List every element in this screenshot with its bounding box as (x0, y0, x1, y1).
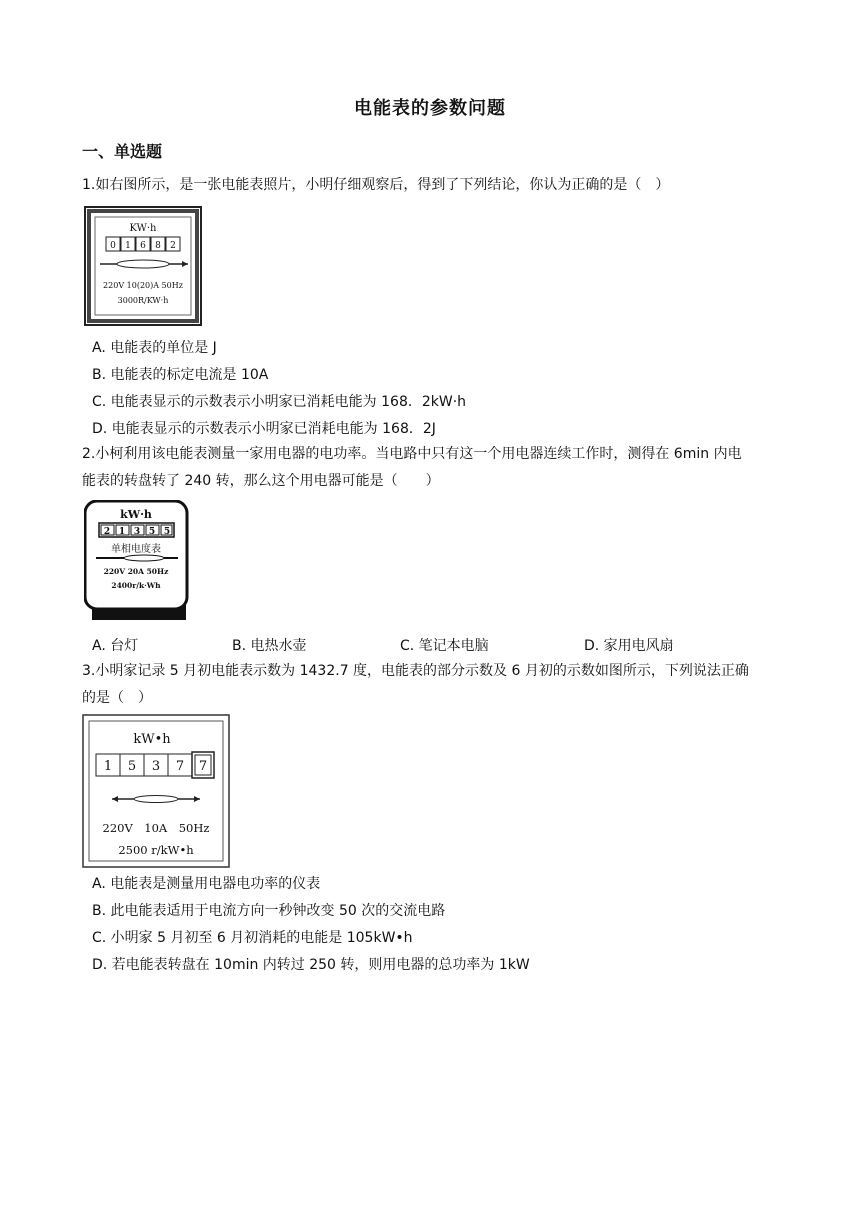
meter-2-unit: kW·h (120, 508, 152, 521)
q1-option-b: B. 电能表的标定电流是 10A (92, 367, 269, 383)
meter-2-name: 单相电度表 (111, 544, 161, 555)
meter-3-digit: 5 (127, 759, 137, 774)
q3-option-a: A. 电能表是测量用电器电功率的仪表 (92, 876, 321, 892)
question-2-stem-line2: 能表的转盘转了 240 转，那么这个用电器可能是（ ） (82, 473, 440, 489)
section-heading: 一、单选题 (82, 142, 163, 161)
meter-3-digit: 1 (103, 759, 113, 774)
question-3-stem-line2: 的是（ ） (82, 690, 152, 706)
meter-1-spec-line2: 3000R/KW·h (117, 296, 169, 305)
meter-3-spec-line2: 2500 r/kW•h (118, 843, 194, 857)
meter-1-digit: 6 (140, 241, 146, 251)
q2-option-a: A. 台灯 (92, 638, 139, 654)
q2-option-d: D. 家用电风扇 (584, 638, 674, 654)
meter-1-unit: KW·h (129, 223, 157, 234)
meter-3-unit: kW•h (133, 732, 171, 747)
q3-option-c: C. 小明家 5 月初至 6 月初消耗的电能是 105kW•h (92, 930, 413, 946)
meter-2-spec-line2: 2400r/k·Wh (111, 581, 161, 590)
q3-option-b: B. 此电能表适用于电流方向一秒钟改变 50 次的交流电路 (92, 903, 446, 919)
meter-1-digit: 1 (125, 241, 131, 251)
meter-image-3 (82, 714, 230, 872)
meter-3-digit: 7 (175, 759, 185, 774)
meter-image-1 (84, 206, 202, 330)
meter-3-digit: 3 (151, 759, 161, 774)
question-3-stem-line1: 3.小明家记录 5 月初电能表示数为 1432.7 度，电能表的部分示数及 6 月初的示数如图所示，下列说法正确 (82, 663, 749, 679)
q2-option-b: B. 电热水壶 (232, 638, 307, 654)
meter-1-digit: 2 (170, 241, 176, 251)
meter-1-digit: 8 (155, 241, 161, 251)
q3-option-d: D. 若电能表转盘在 10min 内转过 250 转，则用电器的总功率为 1kW (92, 957, 530, 973)
meter-1-spec-line1: 220V 10(20)A 50Hz (103, 281, 183, 290)
meter-2-digits (99, 523, 174, 537)
meter-2-digit: 5 (148, 527, 156, 537)
q1-option-c: C. 电能表显示的示数表示小明家已消耗电能为 168．2kW·h (92, 394, 467, 410)
meter-2-spec-line1: 220V 20A 50Hz (103, 567, 169, 576)
meter-1-digit: 0 (110, 241, 116, 251)
meter-2-digit: 2 (103, 527, 111, 537)
q1-option-a: A. 电能表的单位是 J (92, 340, 217, 356)
meter-2-digit: 3 (133, 527, 141, 537)
meter-2-digit: 1 (118, 527, 126, 537)
q2-option-c: C. 笔记本电脑 (400, 638, 489, 654)
meter-3-digit: 7 (198, 759, 208, 774)
page-title: 电能表的参数问题 (354, 98, 506, 119)
meter-image-2 (84, 500, 194, 628)
question-2-stem-line1: 2.小柯利用该电能表测量一家用电器的电功率。当电路中只有这一个用电器连续工作时，测得在 6min 内电 (82, 446, 742, 462)
q1-option-d: D. 电能表显示的示数表示小明家已消耗电能为 168．2J (92, 421, 436, 437)
question-1-stem: 1.如右图所示，是一张电能表照片，小明仔细观察后，得到了下列结论，你认为正确的是（ ） (82, 177, 670, 193)
meter-2-digit: 5 (163, 527, 171, 537)
meter-3-spec-line1: 220V 10A 50Hz (102, 821, 210, 835)
